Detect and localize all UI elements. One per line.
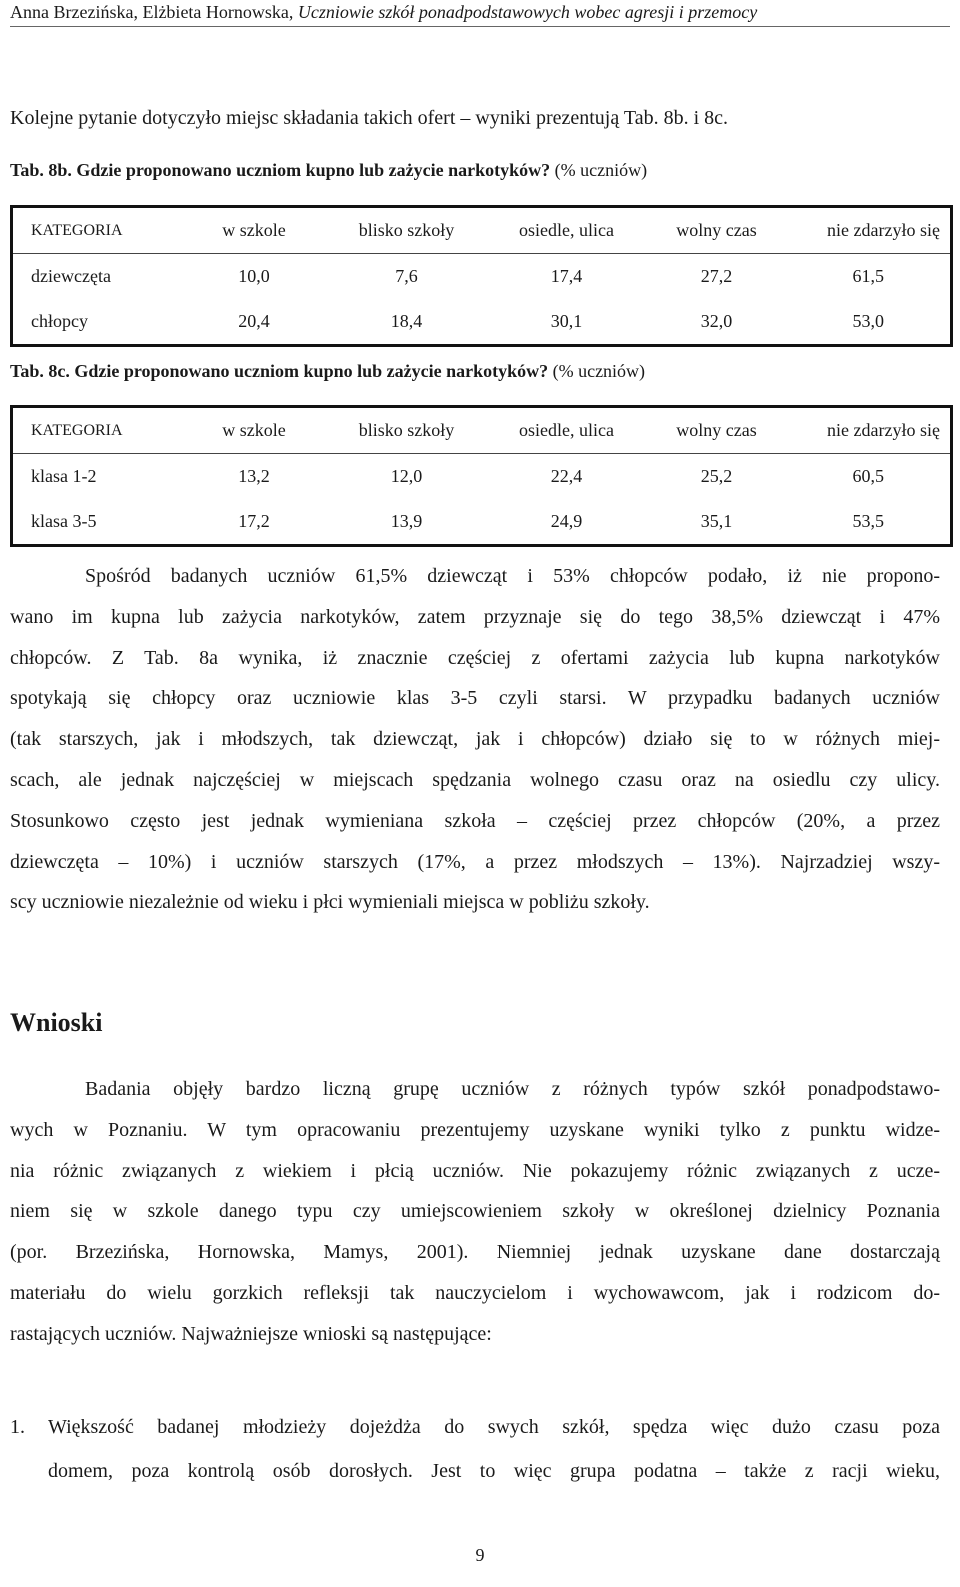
row-label: klasa 3-5 (31, 511, 97, 531)
list-item-line: Większość badanej młodzieży dojeżdża do swych szkół, spędza więc dużo czasu poza (48, 1416, 940, 1438)
table-cell: 25,2 (700, 466, 733, 486)
table-8c (10, 405, 953, 547)
paragraph-line: scy uczniowie niezależnie od wieku i płci wymieniali miejsca w pobliżu szkoły. (10, 891, 650, 914)
table-header-cell: w szkole (182, 407, 327, 454)
paragraph-line: (tak starszych, jak i młodszych, tak dziewcząt, jak i chłopców) działo się to w różnych miej- (10, 728, 940, 751)
table-cell: 60,5 (852, 466, 884, 486)
paragraph-line: scach, ale jednak najczęściej w miejscach spędzania wolnego czasu oraz na osiedlu czy ulicy. (10, 768, 940, 791)
table-cell: 13,9 (390, 511, 423, 531)
table-header-cell: nie zdarzyło się (787, 407, 952, 454)
body-paragraph-findings (10, 556, 940, 923)
table-header-cell: wolny czas (647, 207, 787, 254)
paragraph-line: dziewczęta – 10%) i uczniów starszych (17%, a przez młodszych – 13%). Najrzadziej wszy- (10, 850, 940, 873)
list-item-number: 1. (10, 1416, 25, 1438)
table-8b-caption-unit: (% uczniów) (554, 160, 648, 180)
table-cell: 20,4 (238, 311, 270, 331)
table-row (12, 454, 952, 500)
table-row (12, 254, 952, 300)
paragraph-line: spotykają się chłopcy oraz uczniowie klas 3-5 czyli starsi. W przypadku badanych uczniów (10, 687, 940, 710)
table-8c-caption (10, 361, 645, 382)
table-cell: 35,1 (700, 511, 733, 531)
table-cell: 22,4 (550, 466, 583, 486)
table-cell: 17,4 (550, 266, 583, 286)
table-cell: 53,5 (852, 511, 884, 531)
table-8b-caption (10, 160, 647, 181)
paragraph-line: Spośród badanych uczniów 61,5% dziewcząt i 53% chłopców podało, iż nie propono- (85, 565, 940, 587)
table-8b-header-row (12, 207, 952, 254)
table-header-cell: osiedle, ulica (487, 207, 647, 254)
table-8c-caption-unit: (% uczniów) (552, 361, 646, 381)
table-header-cell: wolny czas (647, 407, 787, 454)
list-item-line: domem, poza kontrolą osób dorosłych. Jest to więc grupa podatna – także z racji wieku, (48, 1460, 940, 1482)
table-8b-caption-text: Tab. 8b. Gdzie proponowano uczniom kupno lub zażycie narkotyków? (10, 160, 551, 180)
table-8b (10, 205, 953, 347)
table-header-cell: osiedle, ulica (487, 407, 647, 454)
section-heading-wnioski: Wnioski (10, 1008, 103, 1037)
table-cell: 12,0 (390, 466, 423, 486)
table-header-cell: KATEGORIA (12, 407, 182, 454)
running-header (10, 0, 950, 27)
table-cell: 17,2 (238, 511, 270, 531)
intro-sentence: Kolejne pytanie dotyczyło miejsc składania takich ofert – wyniki prezentują Tab. 8b. i 8c. (10, 107, 729, 129)
table-cell: 53,0 (852, 311, 884, 331)
table-8c-header-row (12, 407, 952, 454)
table-8c-caption-text: Tab. 8c. Gdzie proponowano uczniom kupno lub zażycie narkotyków? (10, 361, 549, 381)
table-cell: 27,2 (700, 266, 733, 286)
body-paragraph-conclusions (10, 1069, 940, 1355)
table-cell: 30,1 (550, 311, 583, 331)
paragraph-line: nia różnic związanych z wiekiem i płcią uczniów. Nie pokazujemy różnic związanych z ucze- (10, 1159, 940, 1182)
table-cell: 24,9 (550, 511, 583, 531)
paragraph-line: (por. Brzezińska, Hornowska, Mamys, 2001). Niemniej jednak uzyskane dane dostarczają (10, 1241, 940, 1264)
paragraph-line: Stosunkowo często jest jednak wymieniana szkoła – częściej przez chłopców (20%, a przez (10, 809, 940, 832)
paragraph-line: wych w Poznaniu. W tym opracowaniu prezentujemy uzyskane wyniki tylko z punktu widze- (10, 1118, 940, 1141)
header-authors: Anna Brzezińska, Elżbieta Hornowska, (10, 2, 294, 22)
paragraph-line: wano im kupna lub zażycia narkotyków, zatem przyznaje się do tego 38,5% dziewcząt i 47% (10, 605, 940, 628)
header-title: Uczniowie szkół ponadpodstawowych wobec agresji i przemocy (297, 2, 758, 22)
table-cell: 13,2 (238, 466, 270, 486)
table-cell: 10,0 (238, 266, 270, 286)
paragraph-line: materiału do wielu gorzkich refleksji tak nauczycielom i wychowawcom, jak i rodzicom do- (10, 1281, 940, 1304)
row-label: klasa 1-2 (31, 466, 97, 486)
table-row (12, 299, 952, 346)
table-header-cell: KATEGORIA (12, 207, 182, 254)
paragraph-line: niem się w szkole danego typu czy umiejscowieniem szkoły w określonej dzielnicy Poznania (10, 1200, 940, 1223)
row-label: dziewczęta (31, 266, 111, 286)
table-cell: 61,5 (852, 266, 884, 286)
page-number: 9 (475, 1545, 485, 1565)
paragraph-line: Badania objęły bardzo liczną grupę uczniów z różnych typów szkół ponadpodstawo- (85, 1078, 940, 1100)
table-header-cell: blisko szkoły (327, 407, 487, 454)
table-cell: 32,0 (700, 311, 733, 331)
table-cell: 18,4 (390, 311, 423, 331)
row-label: chłopcy (31, 311, 88, 331)
table-cell: 7,6 (395, 266, 418, 286)
table-row (12, 499, 952, 546)
table-header-cell: nie zdarzyło się (787, 207, 952, 254)
paragraph-line: rastających uczniów. Najważniejsze wnioski są następujące: (10, 1322, 492, 1345)
table-header-cell: blisko szkoły (327, 207, 487, 254)
paragraph-line: chłopców. Z Tab. 8a wynika, iż znacznie częściej z ofertami zażycia lub kupna narkotyków (10, 646, 940, 669)
table-header-cell: w szkole (182, 207, 327, 254)
